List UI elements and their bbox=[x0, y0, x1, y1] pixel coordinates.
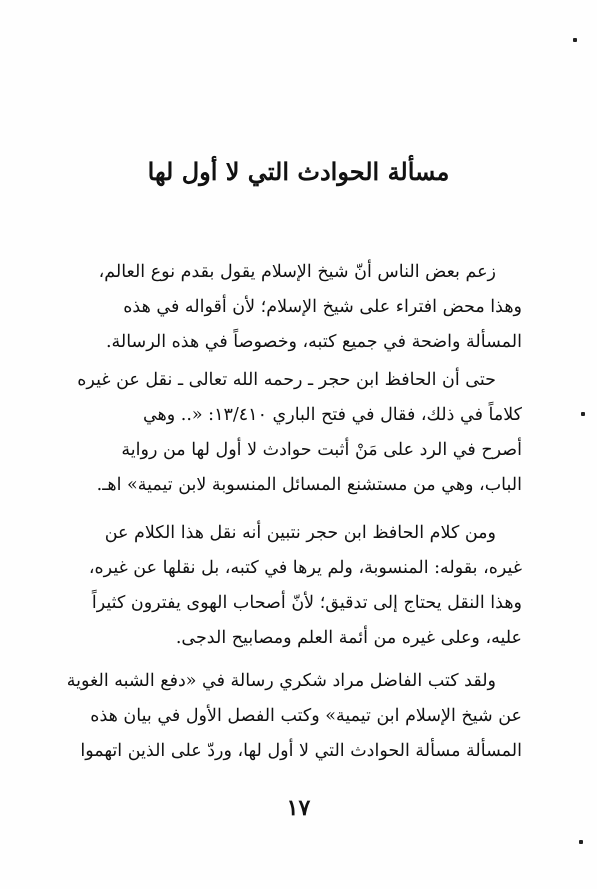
text-line: الباب، وهي من مستشنع المسائل المنسوبة لابن تيمية» اهـ. bbox=[96, 475, 522, 495]
chapter-title: مسألة الحوادث التي لا أول لها bbox=[147, 157, 450, 187]
paragraph-4 bbox=[66, 664, 522, 769]
text-line: غيره، بقوله: المنسوبة، ولم يرها في كتبه، بل نقلها عن غيره، bbox=[88, 558, 522, 578]
text-line: وهذا النقل يحتاج إلى تدقيق؛ لأنّ أصحاب الهوى يفترون كثيراً bbox=[91, 593, 522, 613]
text-line: وهذا محض افتراء على شيخ الإسلام؛ لأن أقواله في هذه bbox=[123, 297, 522, 317]
text-line: المسألة مسألة الحوادث التي لا أول لها، وردّ على الذين اتهموا bbox=[80, 741, 522, 761]
text-line: عن شيخ الإسلام ابن تيمية» وكتب الفصل الأول في بيان هذه bbox=[90, 706, 522, 726]
paragraph-1 bbox=[66, 255, 522, 360]
edge-speck bbox=[579, 840, 583, 844]
page-number: ١٧ bbox=[286, 795, 311, 821]
text-line: ولقد كتب الفاضل مراد شكري رسالة في «دفع الشبه الغوية bbox=[66, 671, 496, 691]
edge-speck bbox=[581, 412, 585, 416]
text-line: المسألة واضحة في جميع كتبه، وخصوصاً في هذه الرسالة. bbox=[105, 332, 522, 352]
text-line: زعم بعض الناس أنّ شيخ الإسلام يقول بقدم نوع العالم، bbox=[98, 262, 496, 282]
text-line: ومن كلام الحافظ ابن حجر نتبين أنه نقل هذا الكلام عن bbox=[104, 523, 496, 543]
text-line: عليه، وعلى غيره من أئمة العلم ومصابيح الدجى. bbox=[175, 628, 522, 648]
paragraph-2 bbox=[66, 363, 522, 503]
edge-speck bbox=[573, 38, 577, 42]
text-line: حتى أن الحافظ ابن حجر ـ رحمه الله تعالى ـ نقل عن غيره bbox=[77, 370, 496, 390]
text-line: أصرح في الرد على مَنْ أثبت حوادث لا أول لها من رواية bbox=[121, 440, 522, 460]
paragraph-3 bbox=[66, 516, 522, 656]
text-line: كلاماً في ذلك، فقال في فتح الباري ١٣/٤١٠: «.. وهي bbox=[142, 405, 522, 425]
